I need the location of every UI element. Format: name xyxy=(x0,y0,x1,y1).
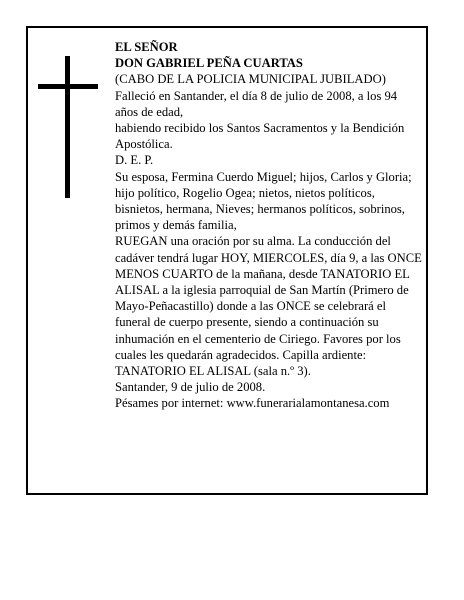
condolences-line: Pésames por internet: www.funerarialamontanesa.com xyxy=(115,396,390,411)
funeral-request: RUEGAN una oración por su alma. La conducción del cadáver tendrá lugar HOY, MIERCOLES, día 9, a las ONCE MENOS CUARTO de la mañana, desde TANATORIO EL ALISAL a la iglesia parroquial de San Martín (Primero de Mayo-Peñacastillo) donde a las ONCE se celebrará el funeral de cuerpo presente, siendo a continuación su inhumación en el cementerio de Ciriego. Favores por los cuales les quedarán agradecidos. Capilla ardiente: TANATORIO EL ALISAL (sala n.º 3). xyxy=(115,234,422,379)
obituary-notice xyxy=(26,26,428,495)
cross-icon xyxy=(38,56,98,198)
cross-horizontal-bar xyxy=(38,84,98,89)
occupation: (CABO DE LA POLICIA MUNICIPAL JUBILADO) xyxy=(115,72,386,87)
rip-text: D. E. P. xyxy=(115,153,154,168)
family-list: Su esposa, Fermina Cuerdo Miguel; hijos, Carlos y Gloria; hijo político, Rogelio Ogea; nietos, nietos políticos, bisnietos, hermana, Nieves; hermanos políticos, sobrinos, primos y demás familia, xyxy=(115,169,412,233)
honorific: EL SEÑOR xyxy=(115,40,178,54)
cross-vertical-bar xyxy=(65,56,70,198)
death-statement: Falleció en Santander, el día 8 de julio de 2008, a los 94 años de edad, xyxy=(115,88,398,119)
notice-text xyxy=(115,39,423,412)
place-date: Santander, 9 de julio de 2008. xyxy=(115,380,266,395)
sacraments-statement: habiendo recibido los Santos Sacramentos y la Bendición Apostólica. xyxy=(115,121,405,152)
deceased-name: DON GABRIEL PEÑA CUARTAS xyxy=(115,56,303,71)
